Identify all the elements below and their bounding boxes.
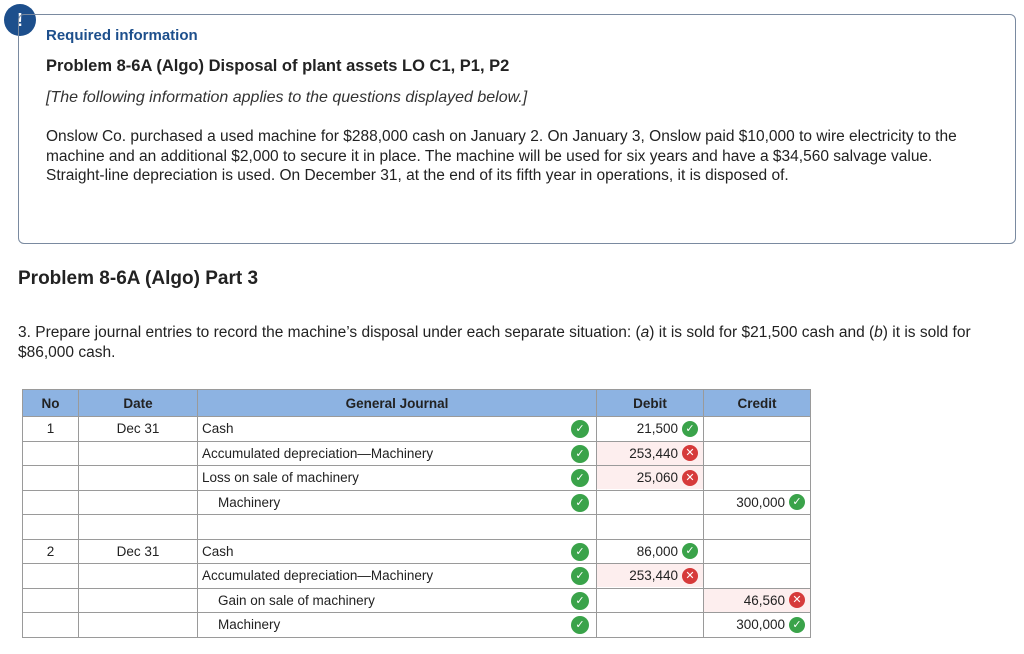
general-journal-table bbox=[22, 389, 811, 638]
account-name: Accumulated depreciation—Machinery bbox=[202, 568, 434, 584]
account-cell[interactable] bbox=[198, 490, 597, 515]
date-cell[interactable] bbox=[79, 490, 198, 515]
debit-amount-wrap bbox=[597, 540, 703, 563]
credit-amount-wrap bbox=[704, 613, 810, 636]
journal-row bbox=[23, 588, 811, 613]
check-icon: ✓ bbox=[789, 494, 805, 510]
debit-cell[interactable] bbox=[597, 490, 704, 515]
account-name: Loss on sale of machinery bbox=[202, 470, 359, 486]
debit-amount-wrap bbox=[597, 417, 703, 440]
journal-body bbox=[23, 417, 811, 638]
account-name: Accumulated depreciation—Machinery bbox=[202, 445, 434, 461]
check-icon: ✓ bbox=[571, 616, 589, 634]
account-name: Cash bbox=[202, 421, 234, 437]
account-name: Gain on sale of machinery bbox=[218, 592, 375, 608]
header-credit: Credit bbox=[704, 390, 811, 417]
credit-amount-wrap bbox=[704, 491, 810, 514]
account-name: Machinery bbox=[218, 617, 281, 633]
question-text bbox=[18, 323, 1022, 363]
debit-cell[interactable] bbox=[597, 515, 704, 540]
account-cell[interactable] bbox=[198, 539, 597, 564]
problem-title: Problem 8-6A (Algo) Disposal of plant assets LO C1, P1, P2 bbox=[46, 57, 510, 75]
journal-row bbox=[23, 490, 811, 515]
credit-amount-wrap bbox=[704, 540, 810, 563]
debit-amount-wrap bbox=[597, 491, 703, 514]
debit-cell[interactable] bbox=[597, 466, 704, 491]
header-date: Date bbox=[79, 390, 198, 417]
check-icon: ✓ bbox=[571, 420, 589, 438]
debit-amount: 253,440 bbox=[629, 445, 678, 461]
date-cell[interactable] bbox=[79, 588, 198, 613]
check-icon: ✓ bbox=[682, 421, 698, 437]
entry-number-cell bbox=[23, 515, 79, 540]
header-general-journal: General Journal bbox=[198, 390, 597, 417]
credit-cell[interactable] bbox=[704, 466, 811, 491]
account-name: Machinery bbox=[218, 494, 281, 510]
applies-note: [The following information applies to the questions displayed below.] bbox=[46, 89, 528, 106]
credit-cell[interactable] bbox=[704, 539, 811, 564]
account-cell[interactable] bbox=[198, 417, 597, 442]
debit-amount-wrap bbox=[597, 589, 703, 612]
entry-number-cell bbox=[23, 613, 79, 638]
credit-amount-wrap bbox=[704, 564, 810, 587]
entry-number-cell bbox=[23, 588, 79, 613]
credit-amount-wrap bbox=[704, 589, 810, 612]
date-cell[interactable] bbox=[79, 466, 198, 491]
credit-cell[interactable] bbox=[704, 441, 811, 466]
debit-cell[interactable] bbox=[597, 613, 704, 638]
journal-header-row bbox=[23, 390, 811, 417]
credit-amount-wrap bbox=[704, 515, 810, 538]
header-no: No bbox=[23, 390, 79, 417]
alert-symbol: ! bbox=[17, 9, 23, 30]
entry-number-cell bbox=[23, 490, 79, 515]
debit-cell[interactable] bbox=[597, 588, 704, 613]
debit-amount: 25,060 bbox=[636, 470, 678, 486]
debit-cell[interactable] bbox=[597, 441, 704, 466]
question-tail: ) it is sold for $86,000 cash. bbox=[18, 324, 971, 361]
question-mid: ) it is sold for $21,500 cash and ( bbox=[649, 324, 875, 341]
date-cell[interactable]: Dec 31 bbox=[79, 417, 198, 442]
entry-number-cell bbox=[23, 441, 79, 466]
journal-row bbox=[23, 417, 811, 442]
debit-cell[interactable] bbox=[597, 564, 704, 589]
debit-amount: 86,000 bbox=[636, 543, 678, 559]
debit-amount-wrap bbox=[597, 564, 703, 587]
date-cell[interactable] bbox=[79, 564, 198, 589]
account-cell[interactable] bbox=[198, 564, 597, 589]
credit-cell[interactable] bbox=[704, 613, 811, 638]
debit-cell[interactable] bbox=[597, 539, 704, 564]
entry-number-cell: 2 bbox=[23, 539, 79, 564]
journal-row bbox=[23, 539, 811, 564]
journal-row bbox=[23, 564, 811, 589]
entry-number-cell bbox=[23, 466, 79, 491]
x-icon: ✕ bbox=[682, 470, 698, 486]
credit-cell[interactable] bbox=[704, 417, 811, 442]
credit-amount-wrap bbox=[704, 417, 810, 440]
part-title: Problem 8-6A (Algo) Part 3 bbox=[18, 268, 259, 289]
credit-cell[interactable] bbox=[704, 490, 811, 515]
credit-amount: 46,560 bbox=[743, 592, 785, 608]
check-icon: ✓ bbox=[682, 543, 698, 559]
x-icon: ✕ bbox=[682, 445, 698, 461]
check-icon: ✓ bbox=[571, 445, 589, 463]
journal-row bbox=[23, 466, 811, 491]
header-debit: Debit bbox=[597, 390, 704, 417]
problem-description: Onslow Co. purchased a used machine for $288,000 cash on January 2. On January 3, Onslow paid $10,000 to wire electricity to the machine and an additional $2,000 to secure it in place. The machine will be used for six years and have a $34,560 salvage value. Straight-line depreciation is used. On December 31, at the end of its fifth year in operations, it is disposed of. bbox=[46, 128, 957, 184]
debit-amount-wrap bbox=[597, 442, 703, 465]
credit-amount: 300,000 bbox=[736, 494, 785, 510]
debit-amount-wrap bbox=[597, 613, 703, 636]
debit-amount: 21,500 bbox=[636, 421, 678, 437]
date-cell[interactable] bbox=[79, 441, 198, 466]
credit-amount: 300,000 bbox=[736, 617, 785, 633]
entry-number-cell: 1 bbox=[23, 417, 79, 442]
question-b: b bbox=[874, 324, 883, 341]
journal-row bbox=[23, 515, 811, 540]
check-icon: ✓ bbox=[571, 592, 589, 610]
question-a: a bbox=[640, 324, 650, 341]
date-cell[interactable]: Dec 31 bbox=[79, 539, 198, 564]
account-name: Cash bbox=[202, 543, 234, 559]
x-icon: ✕ bbox=[682, 568, 698, 584]
check-icon: ✓ bbox=[571, 543, 589, 561]
journal-row bbox=[23, 613, 811, 638]
credit-amount-wrap bbox=[704, 442, 810, 465]
debit-amount-wrap bbox=[597, 515, 703, 538]
account-cell[interactable] bbox=[198, 515, 597, 540]
required-information-label: Required information bbox=[46, 27, 198, 44]
account-cell[interactable] bbox=[198, 441, 597, 466]
account-cell[interactable] bbox=[198, 466, 597, 491]
credit-cell[interactable] bbox=[704, 588, 811, 613]
debit-amount-wrap bbox=[597, 466, 703, 489]
check-icon: ✓ bbox=[789, 617, 805, 633]
x-icon: ✕ bbox=[789, 592, 805, 608]
account-cell[interactable] bbox=[198, 588, 597, 613]
check-icon: ✓ bbox=[571, 567, 589, 585]
journal-row bbox=[23, 441, 811, 466]
entry-number-cell bbox=[23, 564, 79, 589]
check-icon: ✓ bbox=[571, 469, 589, 487]
question-lead: 3. Prepare journal entries to record the machine’s disposal under each separate situation: ( bbox=[18, 324, 641, 341]
credit-cell[interactable] bbox=[704, 515, 811, 540]
check-icon: ✓ bbox=[571, 494, 589, 512]
date-cell[interactable] bbox=[79, 515, 198, 540]
credit-cell[interactable] bbox=[704, 564, 811, 589]
date-cell[interactable] bbox=[79, 613, 198, 638]
debit-cell[interactable] bbox=[597, 417, 704, 442]
credit-amount-wrap bbox=[704, 466, 810, 489]
account-cell[interactable] bbox=[198, 613, 597, 638]
debit-amount: 253,440 bbox=[629, 568, 678, 584]
